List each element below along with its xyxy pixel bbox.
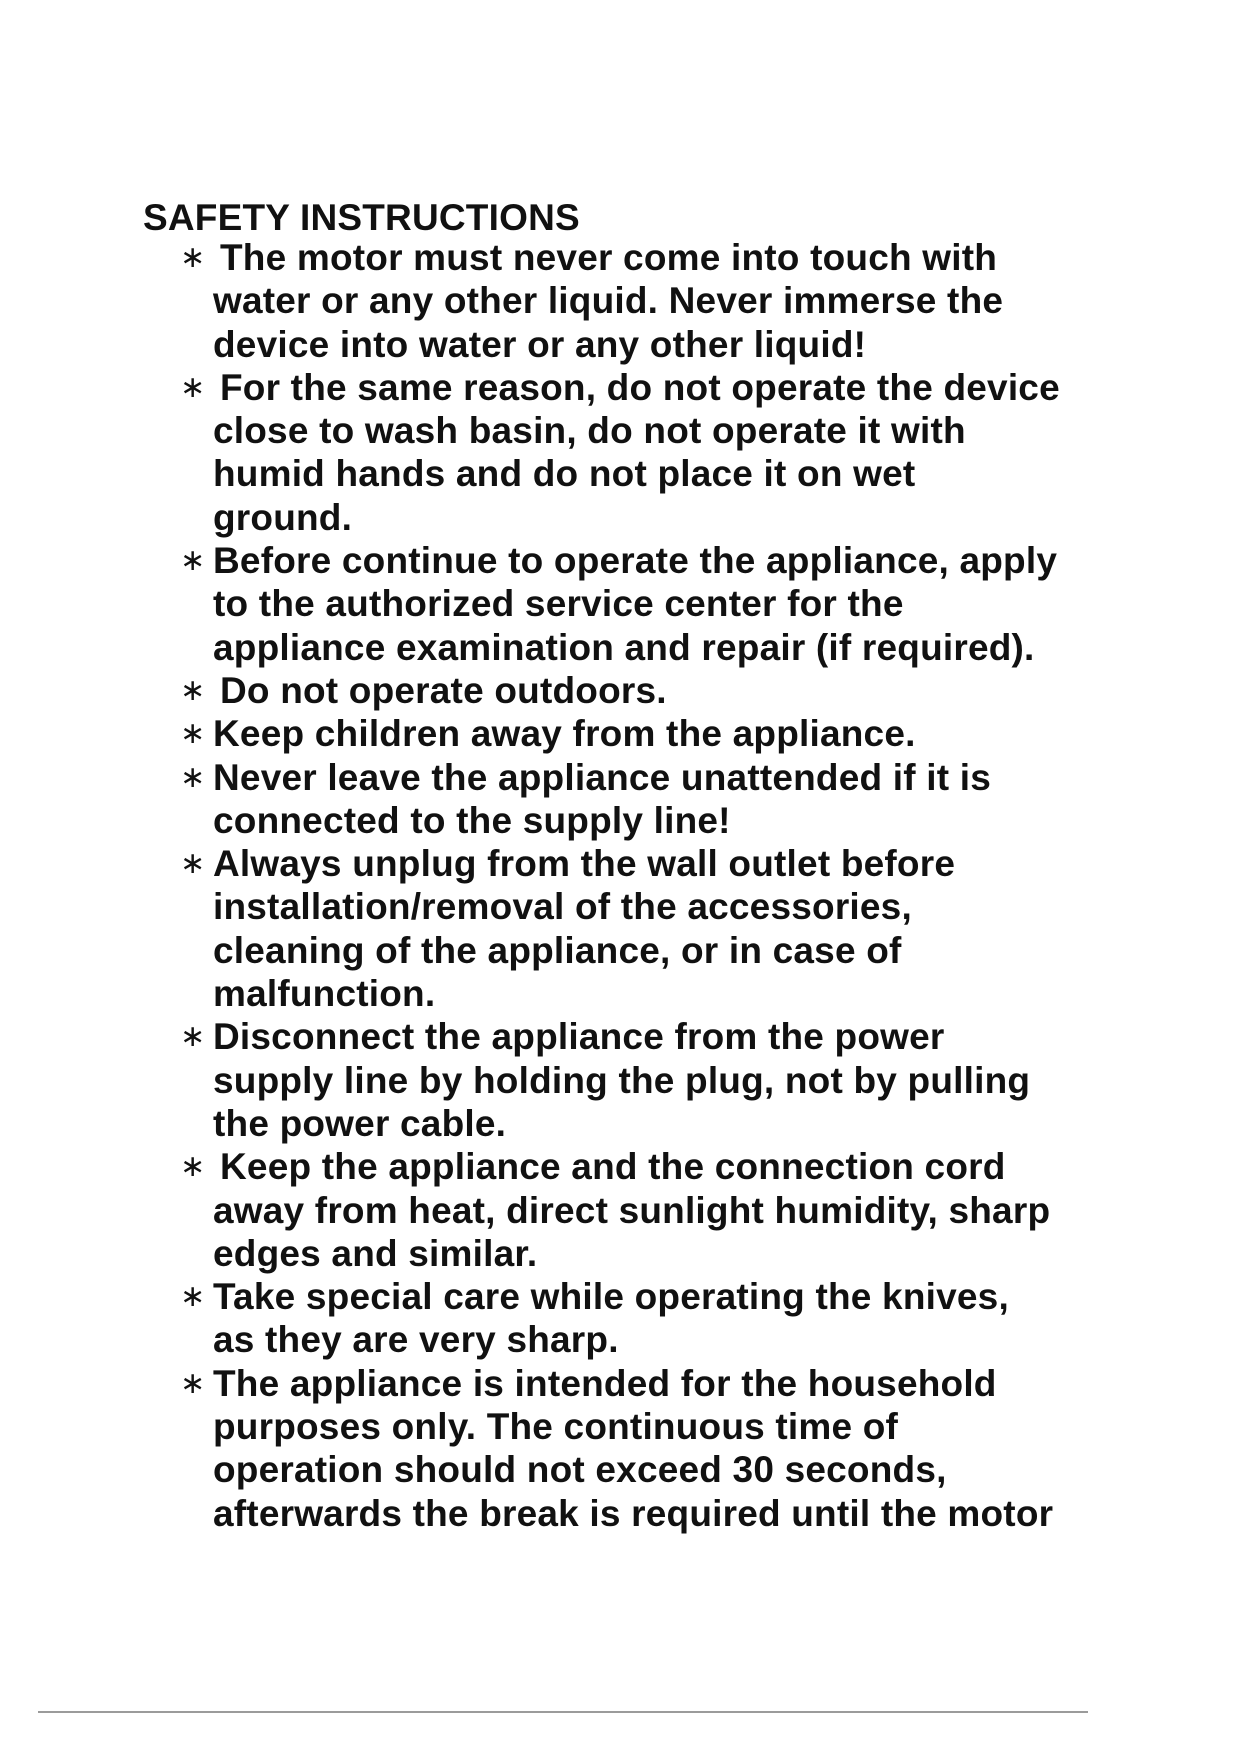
safety-instruction-item — [180, 842, 1180, 1015]
instruction-line: as they are very sharp. — [213, 1319, 619, 1361]
instruction-line: For the same reason, do not operate the device — [220, 366, 1060, 408]
instruction-line: humid hands and do not place it on wet — [213, 453, 916, 495]
bullet-icon: ∗ — [180, 1366, 206, 1400]
bullet-icon: ∗ — [180, 717, 206, 751]
bullet-icon: ∗ — [180, 847, 206, 881]
safety-instruction-item — [180, 1275, 1180, 1362]
instruction-line: malfunction. — [213, 973, 436, 1015]
bullet-icon: ∗ — [180, 241, 206, 274]
instruction-line: device into water or any other liquid! — [213, 323, 867, 365]
instruction-line: close to wash basin, do not operate it with — [213, 410, 966, 452]
instruction-line: away from heat, direct sunlight humidity, sharp — [213, 1189, 1051, 1231]
instruction-line: afterwards the break is required until the motor — [213, 1492, 1054, 1534]
instruction-line: connected to the supply line! — [213, 799, 731, 841]
instruction-line: Do not operate outdoors. — [220, 669, 667, 711]
instruction-line: to the authorized service center for the — [213, 583, 904, 625]
safety-instruction-item — [180, 756, 1180, 843]
instruction-line: supply line by holding the plug, not by pulling — [213, 1059, 1031, 1101]
instruction-line: ground. — [213, 496, 353, 538]
bullet-icon: ∗ — [180, 760, 206, 794]
instruction-line: Disconnect the appliance from the power — [213, 1016, 945, 1058]
instruction-line: The appliance is intended for the household — [213, 1362, 997, 1404]
instruction-line: Always unplug from the wall outlet before — [213, 843, 956, 885]
instruction-line: The motor must never come into touch with — [220, 237, 998, 278]
safety-instruction-item — [180, 669, 1180, 712]
instruction-line: cleaning of the appliance, or in case of — [213, 929, 902, 971]
safety-instruction-list — [180, 236, 1180, 1535]
section-title: SAFETY INSTRUCTIONS — [143, 197, 580, 238]
instruction-line: the power cable. — [213, 1102, 507, 1144]
instruction-line: Keep children away from the appliance. — [213, 713, 916, 755]
instruction-line: operation should not exceed 30 seconds, — [213, 1449, 947, 1491]
bullet-icon: ∗ — [180, 1280, 206, 1314]
safety-instruction-item — [180, 539, 1180, 669]
safety-instruction-item — [180, 1145, 1180, 1275]
bullet-icon: ∗ — [180, 544, 206, 578]
instruction-line: installation/removal of the accessories, — [213, 886, 912, 928]
safety-instruction-item — [180, 366, 1180, 539]
bullet-icon: ∗ — [180, 1150, 206, 1184]
safety-instruction-item — [180, 712, 1180, 755]
bullet-icon: ∗ — [180, 370, 206, 404]
instruction-line: purposes only. The continuous time of — [213, 1406, 899, 1448]
footer-divider — [38, 1711, 1088, 1713]
bullet-icon: ∗ — [180, 1020, 206, 1054]
bullet-icon: ∗ — [180, 673, 206, 707]
instruction-line: Take special care while operating the knives, — [213, 1276, 1009, 1318]
safety-instruction-item — [180, 1015, 1180, 1145]
instruction-line: water or any other liquid. Never immerse the — [213, 280, 1004, 322]
instruction-line: Keep the appliance and the connection cord — [220, 1146, 1006, 1188]
safety-instruction-item — [180, 236, 1180, 366]
safety-instruction-item — [180, 1362, 1180, 1535]
instruction-line: Before continue to operate the appliance, apply — [213, 540, 1058, 582]
instruction-line: Never leave the appliance unattended if it is — [213, 756, 992, 798]
instruction-line: edges and similar. — [213, 1232, 538, 1274]
instruction-line: appliance examination and repair (if required). — [213, 626, 1035, 668]
